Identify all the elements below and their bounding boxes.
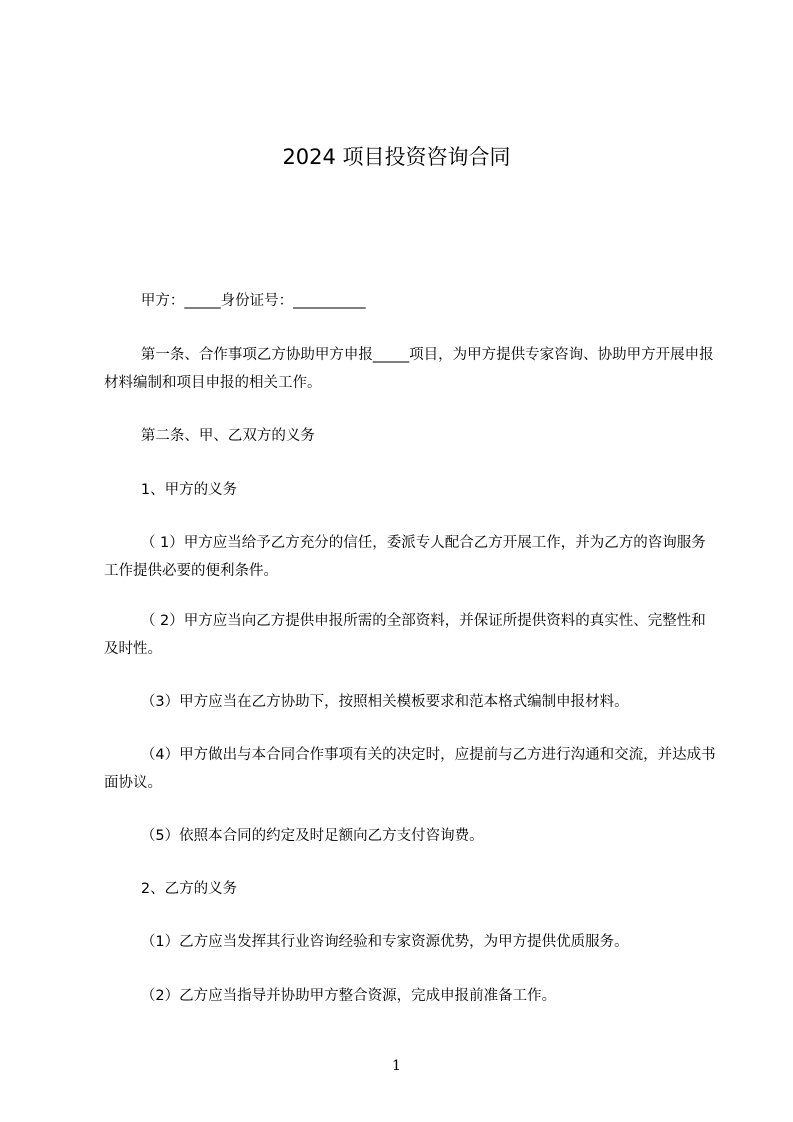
party-b-obligation-2: （2）乙方应当指导并协助甲方整合资源，完成申报前准备工作。 [104,988,557,1004]
clause-2-heading: 第二条、甲、乙双方的义务 [104,428,315,444]
party-b-obligation-1: （1）乙方应当发挥其行业咨询经验和专家资源优势，为甲方提供优质服务。 [104,934,629,950]
party-a-obligation-2: （ 2）甲方应当向乙方提供申报所需的全部资料，并保证所提供资料的真实性、完整性和及时性。 [104,613,706,657]
party-b-obligations-heading: 2、乙方的义务 [104,881,238,897]
party-a-obligation-1: （ 1）甲方应当给予乙方充分的信任，委派专人配合乙方开展工作，并为乙方的咨询服务工作提供必要的便利条件。 [104,535,706,579]
document-title: 2024 项目投资咨询合同 [282,145,511,169]
party-a-line: 甲方：_____身份证号：__________ [104,293,366,309]
party-a-obligations-heading: 1、甲方的义务 [104,482,238,498]
party-a-obligation-4: （4）甲方做出与本合同合作事项有关的决定时，应提前与乙方进行沟通和交流，并达成书面协议。 [104,747,716,791]
party-a-obligation-5: （5）依照本合同的约定及时足额向乙方支付咨询费。 [104,828,484,844]
page-number: 1 [392,1058,401,1074]
party-a-obligation-3: （3）甲方应当在乙方协助下，按照相关模板要求和范本格式编制申报材料。 [104,694,629,710]
clause-1-paragraph: 第一条、合作事项乙方协助甲方申报_____项目，为甲方提供专家咨询、协助甲方开展申报材料编制和项目申报的相关工作。 [104,347,714,391]
